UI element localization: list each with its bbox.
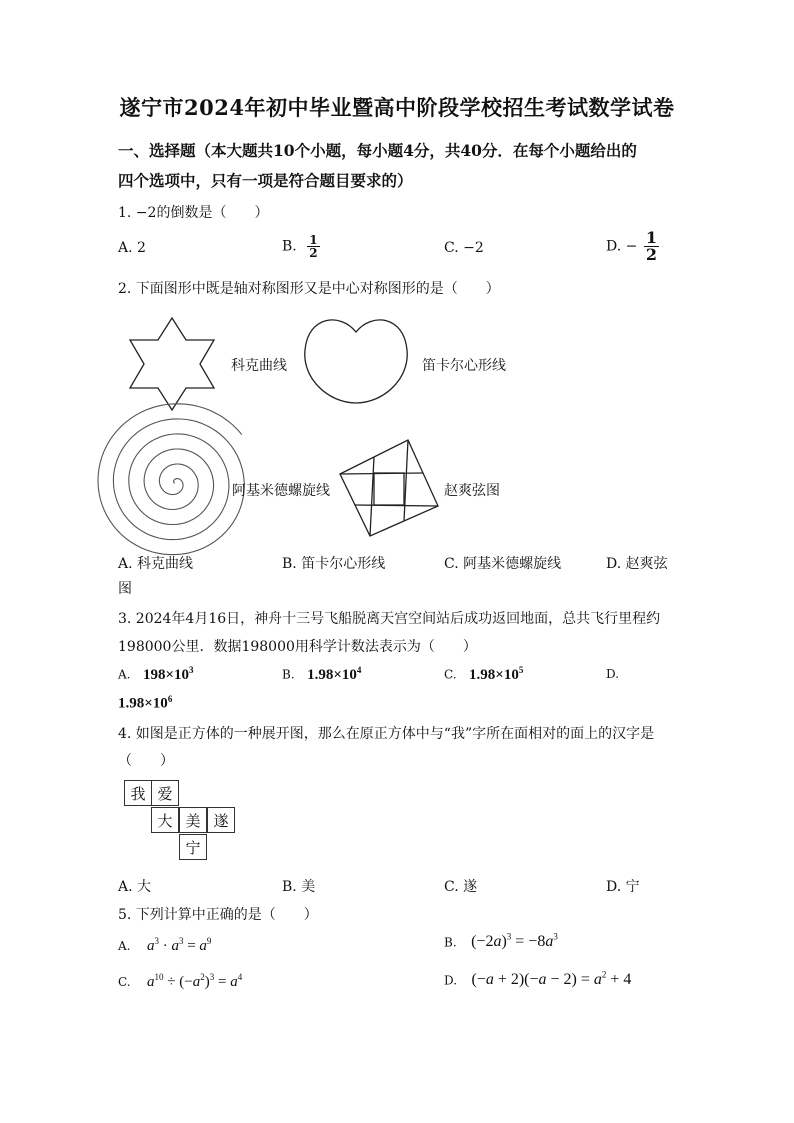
q2-option-a: A. 科克曲线	[118, 556, 194, 572]
q3-option-a-exponent: 3	[189, 665, 194, 675]
figure-label-koch: 科克曲线	[231, 358, 287, 374]
q5-option-a-expression: $a^3 \cdot a^3 = a^9$	[146, 936, 212, 954]
q4-stem-line2: （ ）	[118, 753, 174, 769]
q4-option-d: D. 宁	[606, 879, 640, 895]
q2-option-b: B. 笛卡尔心形线	[282, 556, 386, 572]
q3-option-c-label: C.	[444, 667, 457, 682]
cardioid-figure	[305, 320, 407, 403]
figure-label-cardioid: 笛卡尔心形线	[422, 358, 506, 374]
q3-option-b	[282, 665, 361, 684]
q5-option-a-label: A.	[118, 939, 131, 953]
q3-stem-line1: 3. 2024年4月16日，神舟十三号飞船脱离天宫空间站后成功返回地面，总共飞行里程约	[118, 611, 661, 627]
q4-option-a: A. 大	[118, 879, 152, 895]
net-cell-da: 大	[151, 807, 179, 833]
q1-option-a: A. 2	[118, 240, 146, 256]
q1-stem: 1. −2的倒数是（ ）	[118, 205, 269, 221]
q5-option-d-expression: $(-a + 2)(-a - 2) = a^2 + 4$	[471, 970, 632, 989]
q3-option-a-label: A.	[118, 667, 131, 682]
q3-option-b-value: 1.98×10	[307, 666, 357, 683]
q3-option-d-exponent: 6	[167, 694, 173, 704]
q3-option-c-value: 1.98×10	[469, 666, 519, 683]
fraction-numerator: 1	[645, 228, 657, 247]
q3-option-d-label: D.	[606, 667, 620, 681]
zhao-shuang-figure	[340, 440, 438, 536]
q2-option-c: C. 阿基米德螺旋线	[444, 556, 562, 572]
q1-option-c: C. −2	[444, 240, 484, 256]
q5-option-b-label: B.	[444, 935, 457, 950]
q5-option-d-label: D.	[444, 973, 458, 988]
q5-option-b-expression: $(-2a)^3 = -8a^3$	[471, 932, 558, 951]
q3-option-b-exponent: 4	[356, 665, 362, 675]
fraction-denominator: 2	[645, 245, 657, 264]
koch-curve-figure	[130, 318, 214, 410]
q3-option-a-value: 198×10	[142, 666, 189, 683]
fraction-denominator: 2	[309, 246, 318, 260]
q5-option-b	[444, 932, 558, 951]
q3-option-b-label: B.	[282, 667, 295, 682]
q5-option-c-label: C.	[118, 975, 131, 989]
net-cell-wo: 我	[124, 780, 152, 806]
q5-stem: 5. 下列计算中正确的是（ ）	[118, 907, 318, 923]
q4-option-c: C. 遂	[444, 879, 478, 895]
figure-label-spiral: 阿基米德螺旋线	[232, 483, 330, 499]
q3-option-c-exponent: 5	[518, 665, 524, 675]
q3-stem-line2: 198000公里．数据198000用科学计数法表示为（ ）	[118, 639, 477, 655]
fraction-numerator: 1	[309, 233, 318, 247]
archimedes-spiral-figure	[98, 404, 244, 555]
q5-option-a	[118, 936, 211, 955]
q3-option-d	[118, 694, 172, 713]
net-cell-ai: 爱	[151, 780, 179, 806]
q2-stem: 2. 下面图形中既是轴对称图形又是中心对称图形的是（ ）	[118, 281, 500, 297]
q3-option-c	[444, 665, 523, 684]
section-heading-line2: 四个选项中，只有一项是符合题目要求的）	[118, 171, 413, 190]
q2-option-d: D. 赵爽弦	[606, 556, 668, 572]
q3-option-d-value: 1.98×10	[118, 695, 168, 712]
q5-option-c	[118, 972, 242, 991]
q4-stem: 4. 如图是正方体的一种展开图，那么在原正方体中与“我”字所在面相对的面上的汉字是	[118, 726, 655, 742]
q1-option-d-label: D. −	[606, 238, 638, 255]
q4-option-b: B. 美	[282, 879, 316, 895]
q3-option-a	[118, 665, 194, 684]
q1-option-b-label: B.	[282, 238, 297, 255]
net-cell-sui: 遂	[207, 807, 235, 833]
net-cell-mei: 美	[179, 807, 207, 833]
net-cell-ning: 宁	[179, 834, 207, 860]
section-heading-line1: 一、选择题（本大题共10个小题，每小题4分，共40分．在每个小题给出的	[118, 141, 637, 160]
q2-option-d-wrap: 图	[118, 581, 132, 597]
q5-option-d	[444, 970, 631, 989]
q5-option-c-expression: $a^{10} \div (-a^2)^3 = a^4$	[147, 972, 243, 990]
page-title: 遂宁市2024年初中毕业暨高中阶段学校招生考试数学试卷	[119, 95, 675, 120]
figure-label-zhao: 赵爽弦图	[444, 483, 500, 499]
